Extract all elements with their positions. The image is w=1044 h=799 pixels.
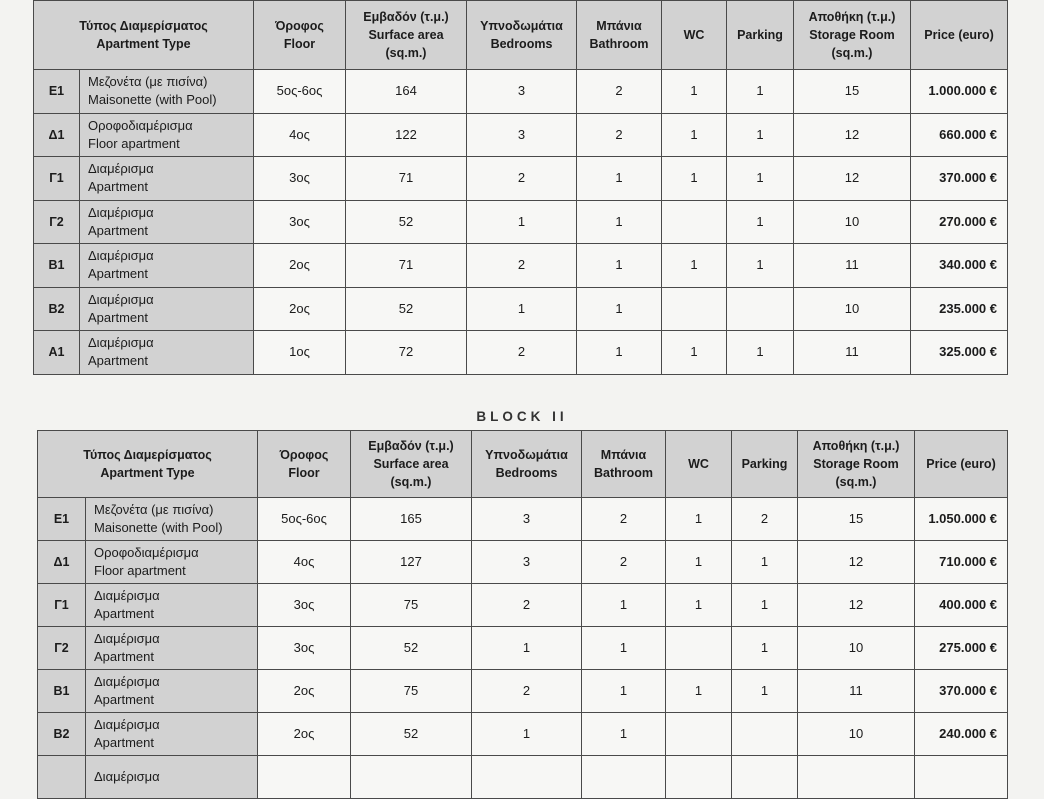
wc-value: 1 [666, 498, 732, 541]
table-row [34, 113, 1008, 157]
bathroom-value: 1 [577, 331, 662, 375]
storage-room-value: 11 [798, 670, 915, 713]
price-value: 710.000 € [915, 541, 1008, 584]
apartment-type-english: Apartment [94, 735, 154, 750]
apartment-type-english: Floor apartment [94, 563, 186, 578]
bathroom-value: 1 [577, 157, 662, 201]
wc-value: 1 [666, 541, 732, 584]
apartment-type-greek: Διαμέρισμα [94, 717, 160, 732]
bathroom-value: 1 [577, 244, 662, 288]
bedrooms-value: 2 [467, 157, 577, 201]
floor-value: 3ος [258, 584, 351, 627]
surface-area-value: 165 [351, 498, 472, 541]
parking-value: 2 [732, 498, 798, 541]
col-header-apartment-type: Τύπος Διαμερίσματος Apartment Type [34, 1, 254, 70]
col-header-wc: WC [662, 1, 727, 70]
col-header-floor: Όροφος Floor [258, 431, 351, 498]
parking-value: 1 [732, 670, 798, 713]
col-header-bathroom: Μπάνια Bathroom [577, 1, 662, 70]
bathroom-value: 1 [582, 670, 666, 713]
parking-value: 1 [732, 584, 798, 627]
parking-value: 1 [727, 157, 794, 201]
surface-area-value: 52 [346, 200, 467, 244]
apartment-type-greek: Διαμέρισμα [94, 769, 160, 784]
price-value: 235.000 € [911, 287, 1008, 331]
bathroom-value: 1 [582, 627, 666, 670]
unit-code: Γ1 [34, 157, 80, 201]
table-row [34, 157, 1008, 201]
storage-room-value: 11 [794, 244, 911, 288]
bathroom-value [582, 756, 666, 799]
price-value: 240.000 € [915, 713, 1008, 756]
bathroom-value: 1 [577, 200, 662, 244]
table-row [38, 541, 1008, 584]
block-2-body [38, 498, 1008, 799]
parking-value [732, 756, 798, 799]
bedrooms-value: 2 [472, 584, 582, 627]
surface-area-value: 122 [346, 113, 467, 157]
storage-room-value: 12 [794, 113, 911, 157]
apartment-type-english: Maisonette (with Pool) [94, 520, 223, 535]
apartment-type-greek: Οροφοδιαμέρισμα [94, 545, 199, 560]
floor-value: 2ος [254, 287, 346, 331]
block-2-table [37, 430, 1008, 799]
apartment-type-english: Apartment [88, 222, 148, 238]
apartment-type-english: Apartment [88, 353, 148, 369]
storage-room-value: 12 [794, 157, 911, 201]
apartment-type [86, 627, 258, 670]
table-row [34, 244, 1008, 288]
table-row [34, 70, 1008, 114]
apartment-type-english: Apartment [94, 606, 154, 621]
col-header-apartment-type: Τύπος Διαμερίσματος Apartment Type [38, 431, 258, 498]
floor-value: 3ος [254, 157, 346, 201]
parking-value [732, 713, 798, 756]
unit-code: Β2 [38, 713, 86, 756]
apartment-type [80, 331, 254, 375]
col-header-parking: Parking [732, 431, 798, 498]
floor-value: 1ος [254, 331, 346, 375]
bedrooms-value: 1 [472, 627, 582, 670]
apartment-type [80, 113, 254, 157]
storage-room-value: 10 [794, 200, 911, 244]
unit-code: Β2 [34, 287, 80, 331]
apartment-type-greek: Διαμέρισμα [94, 674, 160, 689]
storage-room-value: 15 [798, 498, 915, 541]
wc-value [666, 627, 732, 670]
col-header-bedrooms: Υπνοδωμάτια Bedrooms [467, 1, 577, 70]
block-2-header [38, 431, 1008, 498]
wc-value [662, 200, 727, 244]
surface-area-value [351, 756, 472, 799]
floor-value: 2ος [258, 713, 351, 756]
storage-room-value: 10 [794, 287, 911, 331]
floor-value: 5ος-6ος [254, 70, 346, 114]
apartment-type-greek: Διαμέρισμα [88, 161, 154, 177]
col-header-bedrooms: Υπνοδωμάτια Bedrooms [472, 431, 582, 498]
wc-value [666, 756, 732, 799]
wc-value [666, 713, 732, 756]
block-1-body [34, 70, 1008, 375]
unit-code: Β1 [34, 244, 80, 288]
surface-area-value: 127 [351, 541, 472, 584]
apartment-type-english: Maisonette (with Pool) [88, 92, 217, 108]
bathroom-value: 1 [582, 584, 666, 627]
table-row [34, 200, 1008, 244]
parking-value: 1 [727, 244, 794, 288]
bathroom-value: 1 [582, 713, 666, 756]
table-row [38, 627, 1008, 670]
wc-value [662, 287, 727, 331]
bedrooms-value: 3 [467, 70, 577, 114]
block-2-title: BLOCK II [476, 409, 568, 424]
surface-area-value: 71 [346, 157, 467, 201]
storage-room-value: 11 [794, 331, 911, 375]
apartment-type [80, 287, 254, 331]
bedrooms-value: 3 [467, 113, 577, 157]
wc-value: 1 [662, 113, 727, 157]
parking-value: 1 [727, 113, 794, 157]
table-row [38, 584, 1008, 627]
apartment-type-greek: Διαμέρισμα [88, 248, 154, 264]
bedrooms-value: 1 [467, 200, 577, 244]
storage-room-value: 12 [798, 541, 915, 584]
price-value: 270.000 € [911, 200, 1008, 244]
floor-value: 5ος-6ος [258, 498, 351, 541]
apartment-type-english: Apartment [88, 266, 148, 282]
apartment-type-english: Apartment [94, 649, 154, 664]
unit-code: Γ2 [38, 627, 86, 670]
col-header-surface-area: Εμβαδόν (τ.μ.) Surface area (sq.m.) [351, 431, 472, 498]
table-row [38, 670, 1008, 713]
table-row [34, 287, 1008, 331]
unit-code [38, 756, 86, 799]
apartment-type-greek: Μεζονέτα (με πισίνα) [94, 502, 214, 517]
apartment-type-greek: Διαμέρισμα [94, 631, 160, 646]
parking-value: 1 [732, 627, 798, 670]
floor-value: 2ος [258, 670, 351, 713]
apartment-type [86, 584, 258, 627]
apartment-type-english: Apartment [88, 309, 148, 325]
bathroom-value: 1 [577, 287, 662, 331]
bedrooms-value: 3 [472, 541, 582, 584]
storage-room-value: 10 [798, 627, 915, 670]
apartment-type-english: Apartment [94, 692, 154, 707]
bedrooms-value: 1 [472, 713, 582, 756]
parking-value: 1 [727, 331, 794, 375]
surface-area-value: 164 [346, 70, 467, 114]
apartment-type [86, 756, 258, 799]
storage-room-value: 10 [798, 713, 915, 756]
bedrooms-value [472, 756, 582, 799]
unit-code: Α1 [34, 331, 80, 375]
apartment-type [86, 670, 258, 713]
table-row [38, 713, 1008, 756]
floor-value [258, 756, 351, 799]
col-header-storage-room: Αποθήκη (τ.μ.) Storage Room (sq.m.) [794, 1, 911, 70]
block-1-header [34, 1, 1008, 70]
wc-value: 1 [666, 670, 732, 713]
parking-value: 1 [732, 541, 798, 584]
apartment-type [86, 498, 258, 541]
parking-value: 1 [727, 200, 794, 244]
col-header-floor: Όροφος Floor [254, 1, 346, 70]
wc-value: 1 [662, 70, 727, 114]
price-value: 660.000 € [911, 113, 1008, 157]
apartment-type-greek: Διαμέρισμα [88, 204, 154, 220]
col-header-price: Price (euro) [911, 1, 1008, 70]
storage-room-value: 12 [798, 584, 915, 627]
col-header-storage-room: Αποθήκη (τ.μ.) Storage Room (sq.m.) [798, 431, 915, 498]
block-1-table [33, 0, 1008, 375]
floor-value: 2ος [254, 244, 346, 288]
col-header-surface-area: Εμβαδόν (τ.μ.) Surface area (sq.m.) [346, 1, 467, 70]
surface-area-value: 72 [346, 331, 467, 375]
bedrooms-value: 3 [472, 498, 582, 541]
storage-room-value [798, 756, 915, 799]
apartment-type [80, 157, 254, 201]
apartment-type-greek: Διαμέρισμα [94, 588, 160, 603]
wc-value: 1 [666, 584, 732, 627]
price-value: 325.000 € [911, 331, 1008, 375]
floor-value: 4ος [258, 541, 351, 584]
wc-value: 1 [662, 157, 727, 201]
bathroom-value: 2 [582, 541, 666, 584]
floor-value: 3ος [258, 627, 351, 670]
wc-value: 1 [662, 244, 727, 288]
price-value: 340.000 € [911, 244, 1008, 288]
bathroom-value: 2 [577, 70, 662, 114]
bathroom-value: 2 [582, 498, 666, 541]
bedrooms-value: 2 [472, 670, 582, 713]
unit-code: Ε1 [34, 70, 80, 114]
apartment-type [86, 713, 258, 756]
apartment-type [80, 244, 254, 288]
price-value: 370.000 € [911, 157, 1008, 201]
surface-area-value: 71 [346, 244, 467, 288]
surface-area-value: 52 [346, 287, 467, 331]
parking-value: 1 [727, 70, 794, 114]
unit-code: Γ2 [34, 200, 80, 244]
col-header-parking: Parking [727, 1, 794, 70]
surface-area-value: 52 [351, 627, 472, 670]
table-row [34, 331, 1008, 375]
price-value: 1.000.000 € [911, 70, 1008, 114]
price-value: 400.000 € [915, 584, 1008, 627]
floor-value: 3ος [254, 200, 346, 244]
floor-value: 4ος [254, 113, 346, 157]
unit-code: Β1 [38, 670, 86, 713]
apartment-type [86, 541, 258, 584]
apartment-type [80, 70, 254, 114]
apartment-type-english: Apartment [88, 179, 148, 195]
bathroom-value: 2 [577, 113, 662, 157]
apartment-type-english: Floor apartment [88, 135, 180, 151]
wc-value: 1 [662, 331, 727, 375]
bedrooms-value: 2 [467, 331, 577, 375]
price-value: 370.000 € [915, 670, 1008, 713]
storage-room-value: 15 [794, 70, 911, 114]
col-header-wc: WC [666, 431, 732, 498]
table-row [38, 756, 1008, 799]
parking-value [727, 287, 794, 331]
table-row [38, 498, 1008, 541]
price-value [915, 756, 1008, 799]
price-value: 1.050.000 € [915, 498, 1008, 541]
bedrooms-value: 1 [467, 287, 577, 331]
apartment-type [80, 200, 254, 244]
col-header-bathroom: Μπάνια Bathroom [582, 431, 666, 498]
unit-code: Γ1 [38, 584, 86, 627]
surface-area-value: 75 [351, 584, 472, 627]
apartment-type-greek: Διαμέρισμα [88, 335, 154, 351]
apartment-type-greek: Οροφοδιαμέρισμα [88, 117, 193, 133]
bedrooms-value: 2 [467, 244, 577, 288]
apartment-type-greek: Διαμέρισμα [88, 291, 154, 307]
col-header-price: Price (euro) [915, 431, 1008, 498]
unit-code: Ε1 [38, 498, 86, 541]
surface-area-value: 52 [351, 713, 472, 756]
unit-code: Δ1 [34, 113, 80, 157]
unit-code: Δ1 [38, 541, 86, 584]
apartment-type-greek: Μεζονέτα (με πισίνα) [88, 74, 208, 90]
price-value: 275.000 € [915, 627, 1008, 670]
surface-area-value: 75 [351, 670, 472, 713]
